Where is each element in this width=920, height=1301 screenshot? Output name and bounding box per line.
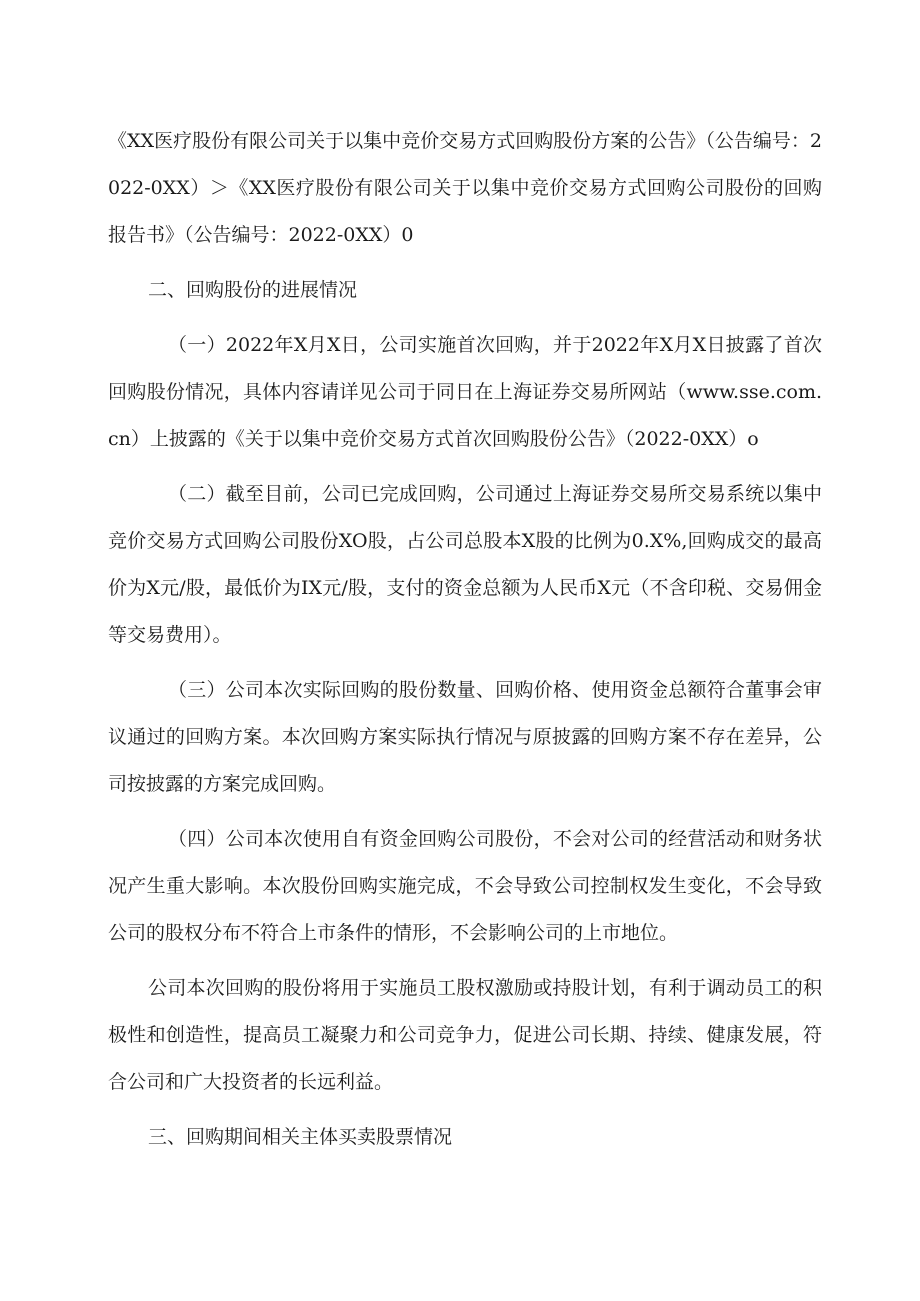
progress-item-3: （三）公司本次实际回购的股份数量、回购价格、使用资金总额符合董事会审议通过的回购方案。本次回购方案实际执行情况与原披露的回购方案不存在差异，公司按披露的方案完成回购。 — [108, 679, 822, 795]
section-heading-trading: 三、回购期间相关主体买卖股票情况 — [148, 1126, 453, 1148]
document-page — [108, 118, 822, 1161]
purpose-paragraph: 公司本次回购的股份将用于实施员工股权激励或持股计划，有利于调动员工的积极性和创造性，提高员工凝聚力和公司竞争力，促进公司长期、持续、健康发展，符合公司和广大投资者的长远利益。 — [108, 977, 822, 1093]
progress-item-2: （二）截至目前，公司已完成回购，公司通过上海证券交易所交易系统以集中竞价交易方式回购公司股份XO股，占公司总股本X股的比例为0.X%,回购成交的最高价为X元/股，最低价为IX元/股，支付的资金总额为人民币X元（不含印税、交易佣金等交易费用）。 — [108, 483, 822, 646]
section-heading-progress: 二、回购股份的进展情况 — [148, 279, 358, 301]
progress-item-4: （四）公司本次使用自有资金回购公司股份，不会对公司的经营活动和财务状况产生重大影响。本次股份回购实施完成，不会导致公司控制权发生变化，不会导致公司的股权分布不符合上市条件的情形，不会影响公司的上市地位。 — [108, 828, 822, 944]
progress-item-1: （一）2022年X月X日，公司实施首次回购，并于2022年X月X日披露了首次回购股份情况，具体内容请详见公司于同日在上海证券交易所网站（www.sse.com.cn）上披露的《关于以集中竞价交易方式首次回购股份公告》（2022-0XX）o — [108, 334, 822, 450]
intro-paragraph: 《XX医疗股份有限公司关于以集中竞价交易方式回购股份方案的公告》（公告编号：2022-0XX）＞《XX医疗股份有限公司关于以集中竞价交易方式回购公司股份的回购报告书》（公告编号：2022-0XX）0 — [108, 130, 822, 246]
